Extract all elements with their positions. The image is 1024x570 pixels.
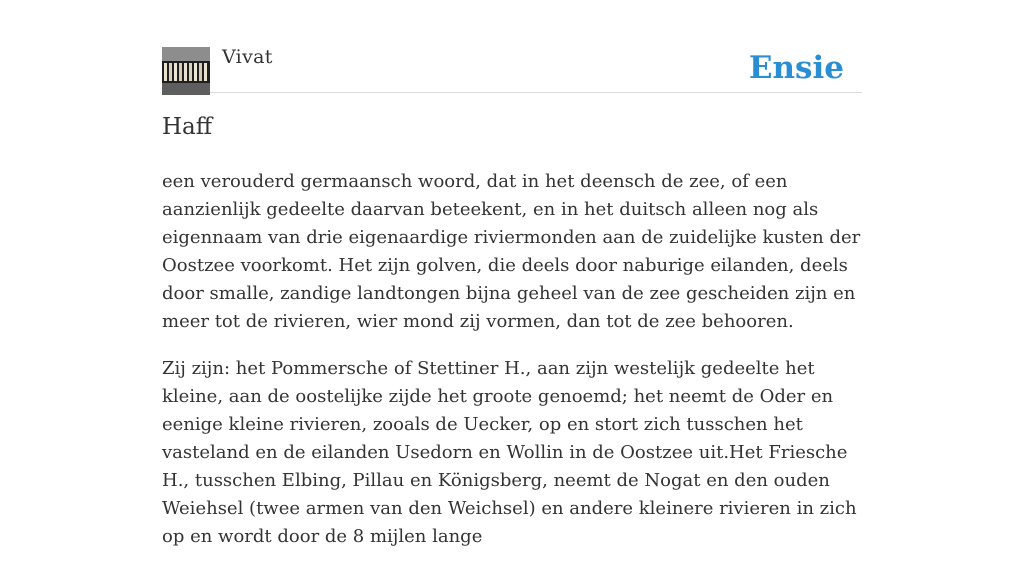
- brand-logo[interactable]: Ensie: [748, 50, 844, 86]
- bookshelf-icon: [162, 47, 210, 95]
- author-name[interactable]: Vivat: [222, 46, 273, 68]
- paragraph: Zij zijn: het Pommersche of Stettiner H., aan zijn westelijk gedeelte het kleine, aan de oostelijke zijde het groote genoemd; het neemt de Oder en eenige kleine rivieren, zooals de Uecker, op en stort zich tusschen het vasteland en de eilanden Usedorn en Wollin in de Oostzee uit.Het Friesche H., tusschen Elbing, Pillau en Königsberg, neemt de Nogat en den ouden Weiehsel (twee armen van den Weichsel) en andere kleinere rivieren in zich op en wordt door de 8 mijlen lange: [162, 358, 857, 547]
- article-title: Haff: [162, 114, 213, 140]
- article-body: [162, 168, 862, 570]
- author-avatar[interactable]: [162, 47, 210, 95]
- article-header: [162, 46, 862, 93]
- paragraph: een verouderd germaansch woord, dat in het deensch de zee, of een aanzienlijk gedeelte daarvan beteekent, en in het duitsch alleen nog als eigennaam van drie eigenaardige riviermonden aan de zuidelijke kusten der Oostzee voorkomt. Het zijn golven, die deels door naburige eilanden, deels door smalle, zandige landtongen bijna geheel van de zee gescheiden zijn en meer tot de rivieren, wier mond zij vormen, dan tot de zee behooren.: [162, 171, 861, 332]
